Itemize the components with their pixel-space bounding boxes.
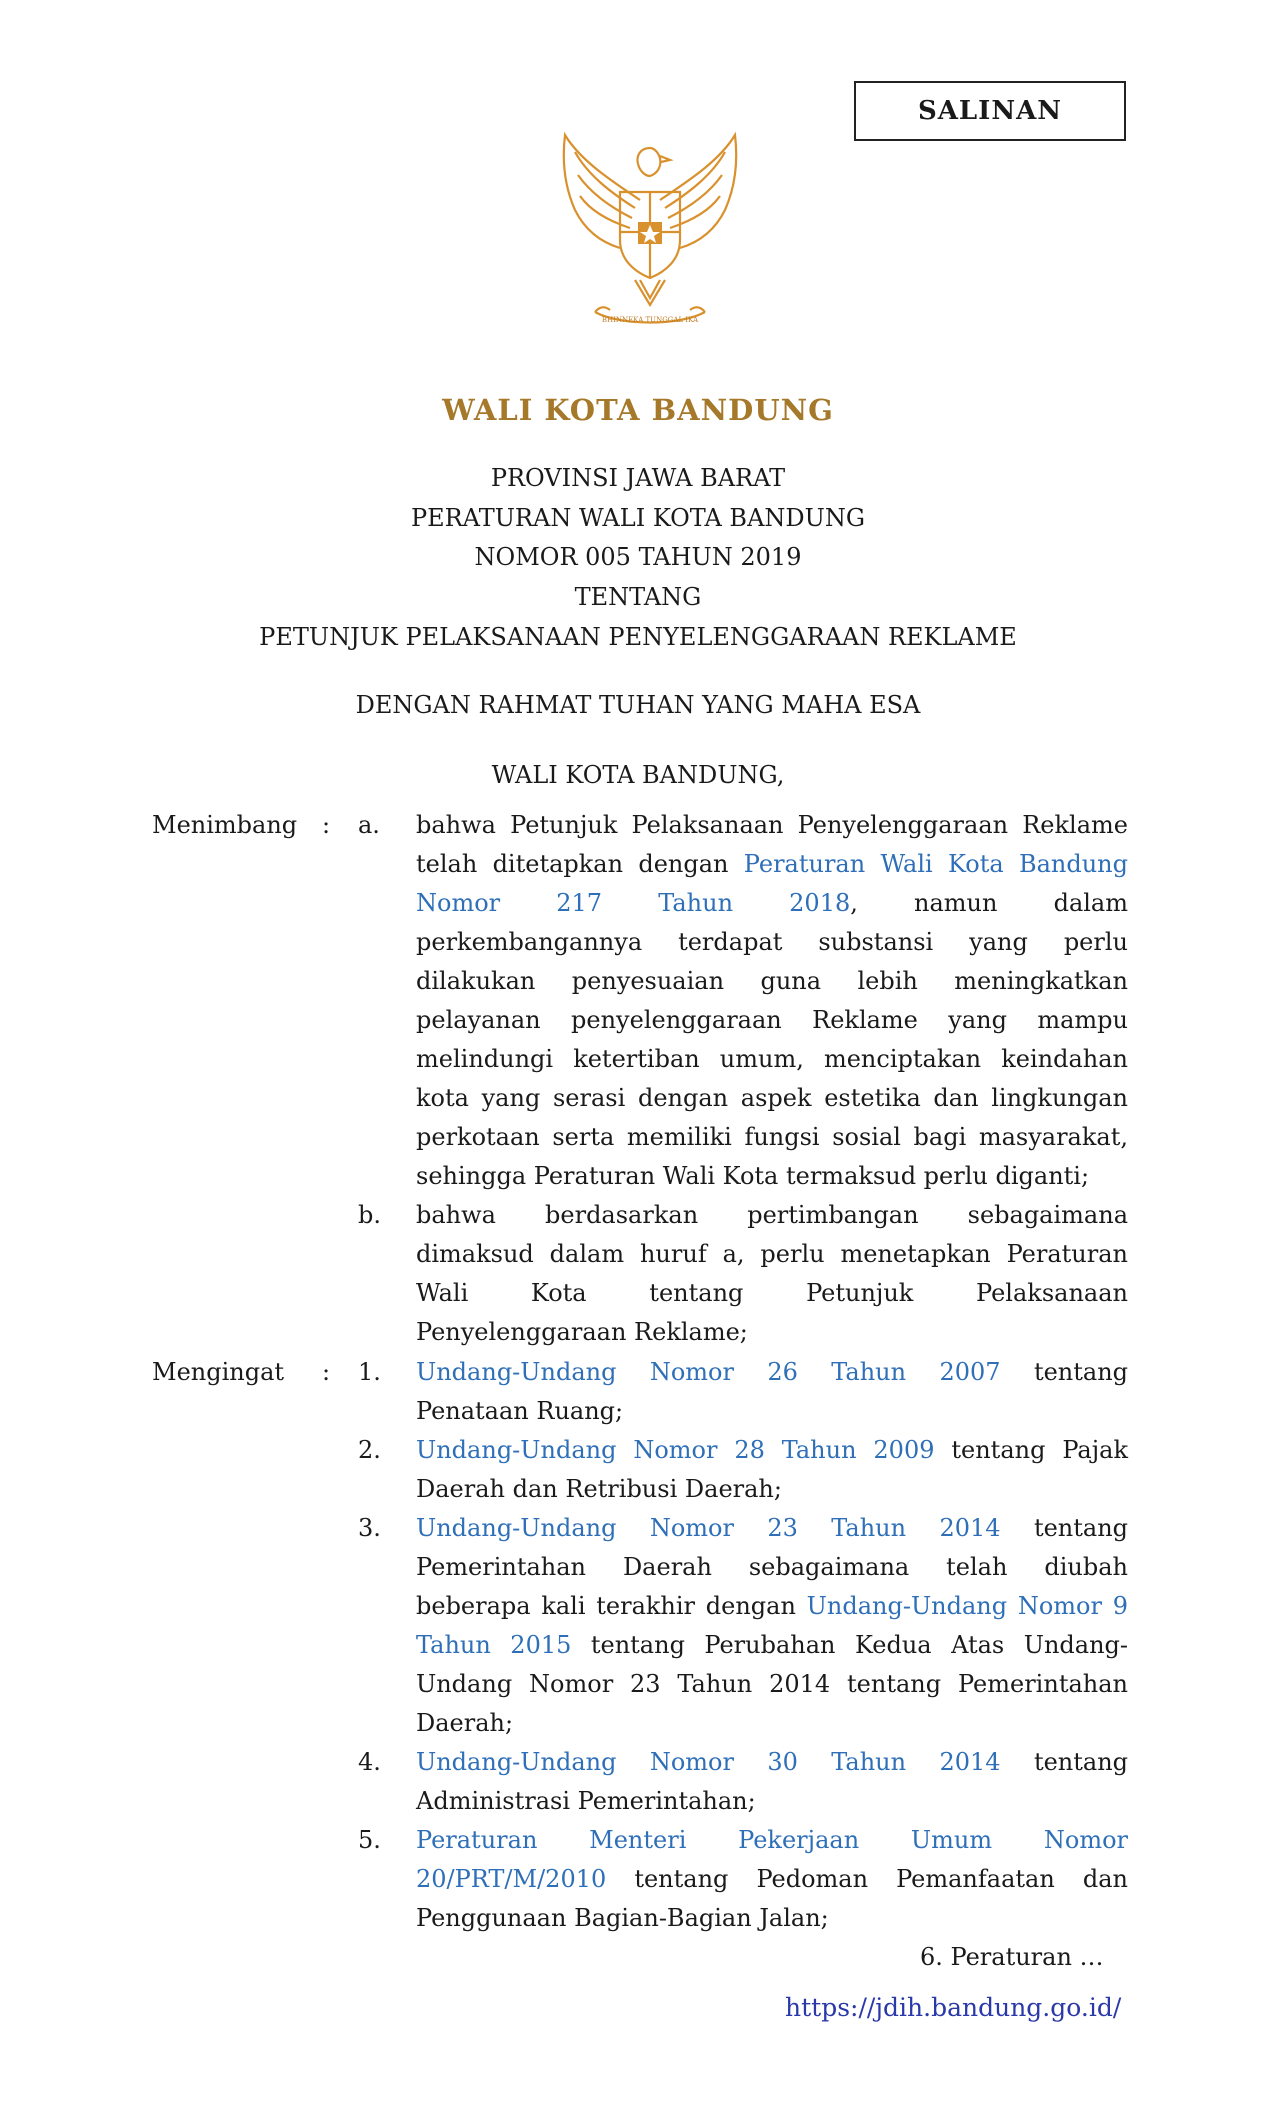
mengingat-1-line: Penataan Ruang; bbox=[416, 1397, 624, 1425]
mengingat-2-line: Daerah dan Retribusi Daerah; bbox=[416, 1475, 782, 1503]
menimbang-a-line: perkembangannya terdapat substansi yang perlu bbox=[416, 928, 1128, 956]
footer-url-link[interactable]: https://jdih.bandung.go.id/ bbox=[785, 1993, 1122, 2022]
law-link[interactable]: 20/PRT/M/2010 bbox=[416, 1865, 607, 1893]
menimbang-a-line: telah ditetapkan dengan Peraturan Wali Kota Bandung bbox=[416, 850, 1128, 878]
law-link[interactable]: Tahun 2015 bbox=[416, 1631, 572, 1659]
mengingat-1-line: Undang-Undang Nomor 26 Tahun 2007 tentang bbox=[416, 1358, 1129, 1386]
mengingat-3-line: beberapa kali terakhir dengan Undang-Undang Nomor 9 bbox=[416, 1592, 1128, 1620]
menimbang-b-line: Penyelenggaraan Reklame; bbox=[416, 1318, 748, 1346]
mengingat-2-marker: 2. bbox=[358, 1436, 381, 1464]
menimbang-a-line: kota yang serasi dengan aspek estetika dan lingkungan bbox=[416, 1084, 1128, 1112]
menimbang-a-line: bahwa Petunjuk Pelaksanaan Penyelenggaraan Reklame bbox=[416, 811, 1128, 839]
mengingat-5-marker: 5. bbox=[358, 1826, 381, 1854]
law-link[interactable]: Undang-Undang Nomor 23 Tahun 2014 bbox=[416, 1514, 1001, 1542]
header-mayor: WALI KOTA BANDUNG, bbox=[491, 761, 785, 789]
mengingat-4-line: Undang-Undang Nomor 30 Tahun 2014 tentang bbox=[416, 1748, 1129, 1776]
mengingat-5-line: Penggunaan Bagian-Bagian Jalan; bbox=[416, 1904, 829, 1932]
law-link[interactable]: Undang-Undang Nomor 28 Tahun 2009 bbox=[416, 1436, 935, 1464]
garuda-emblem-icon bbox=[540, 130, 760, 342]
mengingat-3-line: Tahun 2015 tentang Perubahan Kedua Atas Undang- bbox=[416, 1631, 1128, 1659]
menimbang-b-line: dimaksud dalam huruf a, perlu menetapkan Peraturan bbox=[416, 1240, 1128, 1268]
mengingat-label: Mengingat bbox=[152, 1358, 285, 1386]
menimbang-a-line: dilakukan penyesuaian guna lebih meningkatkan bbox=[416, 967, 1128, 995]
menimbang-a-line: melindungi ketertiban umum, menciptakan keindahan bbox=[416, 1045, 1128, 1073]
mengingat-3-line: Pemerintahan Daerah sebagaimana telah diubah bbox=[416, 1553, 1128, 1581]
menimbang-b-line: Wali Kota tentang Petunjuk Pelaksanaan bbox=[416, 1279, 1128, 1307]
next-page-catchword: 6. Peraturan … bbox=[920, 1943, 1104, 1971]
mengingat-3-line: Daerah; bbox=[416, 1709, 514, 1737]
header-province: PROVINSI JAWA BARAT bbox=[490, 464, 786, 492]
mengingat-4-line: Administrasi Pemerintahan; bbox=[416, 1787, 756, 1815]
regulation-link[interactable]: Peraturan Wali Kota Bandung bbox=[743, 850, 1128, 878]
brand-title: WALI KOTA BANDUNG bbox=[442, 393, 834, 427]
mengingat-4-marker: 4. bbox=[358, 1748, 381, 1776]
law-link[interactable]: Peraturan Menteri Pekerjaan Umum Nomor bbox=[416, 1826, 1128, 1854]
menimbang-a-line: perkotaan serta memiliki fungsi sosial bagi masyarakat, bbox=[416, 1123, 1128, 1151]
mengingat-1-marker: 1. bbox=[358, 1358, 381, 1386]
mengingat-2-line: Undang-Undang Nomor 28 Tahun 2009 tentang Pajak bbox=[416, 1436, 1128, 1464]
header-number: NOMOR 005 TAHUN 2019 bbox=[474, 543, 802, 571]
mengingat-colon: : bbox=[322, 1358, 331, 1386]
header-subject: PETUNJUK PELAKSANAAN PENYELENGGARAAN REKLAME bbox=[259, 623, 1017, 651]
salinan-stamp: SALINAN bbox=[854, 81, 1126, 141]
menimbang-label: Menimbang bbox=[152, 811, 298, 839]
header-tentang: TENTANG bbox=[574, 583, 702, 611]
menimbang-a-line: Nomor 217 Tahun 2018, namun dalam bbox=[416, 889, 1128, 917]
menimbang-a-line: pelayanan penyelenggaraan Reklame yang mampu bbox=[416, 1006, 1128, 1034]
mengingat-3-marker: 3. bbox=[358, 1514, 381, 1542]
menimbang-b-line: bahwa berdasarkan pertimbangan sebagaimana bbox=[416, 1201, 1128, 1229]
mengingat-3-line: Undang Nomor 23 Tahun 2014 tentang Pemerintahan bbox=[416, 1670, 1128, 1698]
law-link[interactable]: Undang-Undang Nomor 26 Tahun 2007 bbox=[416, 1358, 1001, 1386]
emblem-motto: BHINNEKA TUNGGAL IKA bbox=[601, 316, 699, 324]
menimbang-a-line: sehingga Peraturan Wali Kota termaksud perlu diganti; bbox=[416, 1162, 1090, 1190]
header-regulation: PERATURAN WALI KOTA BANDUNG bbox=[410, 504, 866, 532]
header-blessing: DENGAN RAHMAT TUHAN YANG MAHA ESA bbox=[355, 691, 921, 719]
law-link[interactable]: Undang-Undang Nomor 30 Tahun 2014 bbox=[416, 1748, 1001, 1776]
law-link[interactable]: Undang-Undang Nomor 9 bbox=[806, 1592, 1128, 1620]
regulation-link[interactable]: Nomor 217 Tahun 2018 bbox=[416, 889, 851, 917]
menimbang-a-marker: a. bbox=[358, 811, 380, 839]
mengingat-5-line: 20/PRT/M/2010 tentang Pedoman Pemanfaatan dan bbox=[416, 1865, 1128, 1893]
menimbang-colon: : bbox=[322, 811, 331, 839]
menimbang-b-marker: b. bbox=[358, 1201, 381, 1229]
mengingat-3-line: Undang-Undang Nomor 23 Tahun 2014 tentang bbox=[416, 1514, 1129, 1542]
mengingat-5-line bbox=[416, 1825, 1128, 1855]
